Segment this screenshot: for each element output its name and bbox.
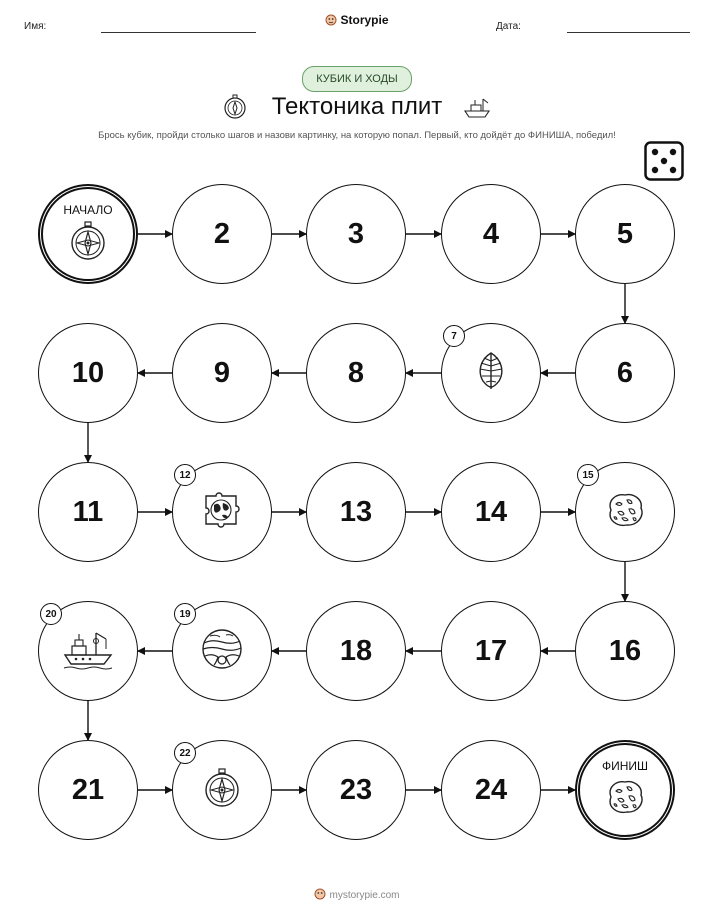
board-cell-9	[172, 323, 272, 423]
puzzle-globe-icon	[200, 488, 244, 537]
board-cell-14	[441, 462, 541, 562]
cell-number-tag: 7	[443, 325, 465, 347]
footer	[0, 888, 714, 901]
board-cell-11	[38, 462, 138, 562]
cell-number-tag: 12	[174, 464, 196, 486]
rock-icon	[603, 777, 647, 822]
board-cell-16	[575, 601, 675, 701]
cell-number: 17	[474, 634, 508, 667]
board-cell-10	[38, 323, 138, 423]
cell-number: 21	[71, 773, 105, 806]
brand-name: Storypie	[340, 13, 389, 27]
board-cell-18	[306, 601, 406, 701]
board-cell-21	[38, 740, 138, 840]
cell-number-tag: 20	[40, 603, 62, 625]
compass-icon	[202, 768, 242, 813]
board-cell-4	[441, 184, 541, 284]
cell-number: 11	[72, 495, 104, 528]
start-cell	[38, 184, 138, 284]
date-label: Дата:	[496, 21, 521, 32]
cell-number: 8	[347, 356, 365, 389]
board-cell-23	[306, 740, 406, 840]
cell-number-tag: 19	[174, 603, 196, 625]
cell-number-tag: 22	[174, 742, 196, 764]
cell-number: 5	[616, 217, 634, 250]
cell-number-tag: 15	[577, 464, 599, 486]
board-cell-3	[306, 184, 406, 284]
finish-label: ФИНИШ	[601, 758, 649, 773]
leaf-icon	[471, 349, 511, 398]
page-title: Тектоника плит	[271, 93, 443, 120]
board-cell-24	[441, 740, 541, 840]
cell-number: 3	[347, 217, 365, 250]
cell-number: 9	[213, 356, 231, 389]
cell-number: 4	[482, 217, 500, 250]
game-type-badge: КУБИК И ХОДЫ	[302, 66, 412, 92]
instructions: Брось кубик, пройди столько шагов и назови картинку, на которую попал. Первый, кто дойдёт до ФИНИША, победил!	[98, 130, 616, 141]
cell-number: 18	[339, 634, 373, 667]
storypie-logo-icon	[314, 888, 326, 900]
compass-icon	[68, 221, 108, 266]
cell-number: 24	[474, 773, 508, 806]
board-cell-2	[172, 184, 272, 284]
board-cell-17	[441, 601, 541, 701]
cell-number: 23	[339, 773, 373, 806]
board-cell-13	[306, 462, 406, 562]
cell-number: 10	[71, 356, 105, 389]
cell-number: 14	[474, 495, 508, 528]
board-cell-8	[306, 323, 406, 423]
cell-number: 2	[213, 217, 231, 250]
cell-number: 6	[616, 356, 634, 389]
earth-layers-icon	[200, 627, 244, 676]
cell-number: 13	[339, 495, 373, 528]
start-label: НАЧАЛО	[63, 202, 113, 217]
footer-url: mystorypie.com	[329, 890, 400, 901]
research-ship-icon	[62, 627, 114, 676]
board-cell-6	[575, 323, 675, 423]
cell-number: 16	[608, 634, 642, 667]
rock-icon	[603, 490, 647, 535]
finish-cell	[575, 740, 675, 840]
name-label: Имя:	[24, 21, 47, 32]
board-cell-5	[575, 184, 675, 284]
